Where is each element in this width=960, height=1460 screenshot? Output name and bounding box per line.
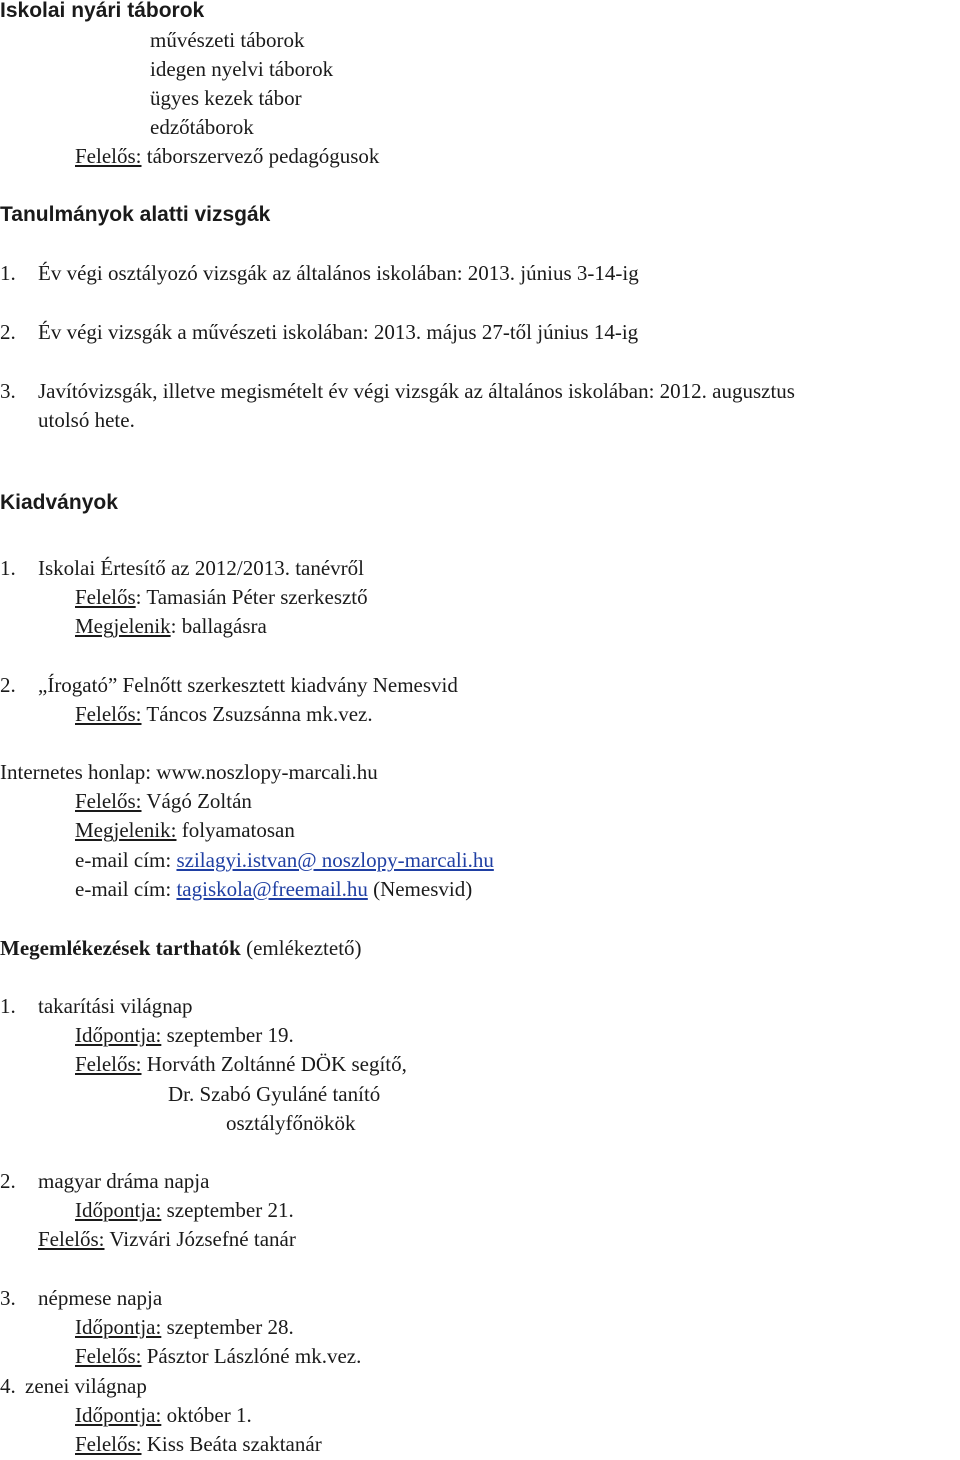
responsible-value: Vágó Zoltán <box>141 789 252 813</box>
date-label: Időpontja: <box>75 1023 162 1047</box>
exams-title: Tanulmányok alatti vizsgák <box>0 203 271 226</box>
camp-item: edzőtáborok <box>150 115 254 139</box>
publications-title: Kiadványok <box>0 491 118 514</box>
item-number: 4. <box>0 1374 16 1398</box>
item-number: 1. <box>0 994 16 1018</box>
appearance-label: Megjelenik <box>75 614 171 638</box>
item-number: 1. <box>0 261 16 285</box>
email-label: e-mail cím: <box>75 877 177 901</box>
responsible-value: Pásztor Lászlóné mk.vez. <box>141 1344 362 1368</box>
responsible-label: Felelős: <box>38 1227 105 1251</box>
camps-title: Iskolai nyári táborok <box>0 0 205 22</box>
email-link[interactable]: szilagyi.istvan@ noszlopy-marcali.hu <box>176 848 494 872</box>
event-name: magyar dráma napja <box>38 1169 210 1193</box>
list-item <box>0 259 16 287</box>
website-line: Internetes honlap: www.noszlopy-marcali.hu <box>0 760 378 784</box>
event-responsible <box>38 1225 296 1253</box>
event-date <box>75 1401 252 1429</box>
commemorations-title-bold: Megemlékezések tarthatók <box>0 936 241 960</box>
event-responsible-extra: Dr. Szabó Gyuláné tanító <box>168 1082 381 1106</box>
publication-title: „Írogató” Felnőtt szerkesztett kiadvány Nemesvid <box>38 673 458 697</box>
website-responsible <box>75 787 252 815</box>
publication-responsible <box>75 700 373 728</box>
event-name: takarítási világnap <box>38 994 193 1018</box>
responsible-value: Vizvári Józsefné tanár <box>104 1227 296 1251</box>
event-date <box>75 1313 294 1341</box>
publication-responsible <box>75 583 368 611</box>
appearance-label: Megjelenik: <box>75 818 177 842</box>
item-number: 2. <box>0 320 16 344</box>
list-item <box>0 318 16 346</box>
event-responsible-extra: osztályfőnökök <box>226 1111 356 1135</box>
item-number: 3. <box>0 379 16 403</box>
date-value: szeptember 19. <box>161 1023 294 1047</box>
email-link[interactable]: tagiskola@freemail.hu <box>176 877 368 901</box>
item-number: 3. <box>0 1286 16 1310</box>
date-label: Időpontja: <box>75 1315 162 1339</box>
event-date <box>75 1021 294 1049</box>
item-number: 2. <box>0 1169 16 1193</box>
commemorations-title <box>0 934 362 962</box>
responsible-label: Felelős: <box>75 1052 142 1076</box>
email-label: e-mail cím: <box>75 848 177 872</box>
event-name: zenei világnap <box>25 1374 147 1398</box>
responsible-label: Felelős: <box>75 144 142 168</box>
event-date <box>75 1196 294 1224</box>
event-responsible <box>75 1050 407 1078</box>
responsible-label: Felelős: <box>75 789 142 813</box>
event-responsible <box>75 1342 361 1370</box>
appearance-value: : ballagásra <box>170 614 267 638</box>
responsible-label: Felelős: <box>75 1344 142 1368</box>
publication-appearance <box>75 612 267 640</box>
date-value: október 1. <box>161 1403 252 1427</box>
event-name: népmese napja <box>38 1286 163 1310</box>
camp-item: ügyes kezek tábor <box>150 86 302 110</box>
list-item-continuation: utolsó hete. <box>38 408 135 432</box>
camps-responsible <box>75 142 379 170</box>
responsible-value: táborszervező pedagógusok <box>141 144 380 168</box>
event-responsible <box>75 1430 322 1458</box>
responsible-value: Kiss Beáta szaktanár <box>141 1432 322 1456</box>
item-number: 2. <box>0 673 16 697</box>
commemorations-title-rest: (emlékeztető) <box>240 936 362 960</box>
responsible-value: Horváth Zoltánné DÖK segítő, <box>141 1052 407 1076</box>
website-appearance <box>75 816 295 844</box>
responsible-value: Táncos Zsuzsánna mk.vez. <box>141 702 373 726</box>
responsible-value: : Tamasián Péter szerkesztő <box>135 585 368 609</box>
publication-title: Iskolai Értesítő az 2012/2013. tanévről <box>38 556 365 580</box>
email-line <box>75 846 494 874</box>
date-value: szeptember 28. <box>161 1315 294 1339</box>
appearance-value: folyamatosan <box>176 818 295 842</box>
date-label: Időpontja: <box>75 1403 162 1427</box>
camp-item: művészeti táborok <box>150 28 305 52</box>
responsible-label: Felelős: <box>75 1432 142 1456</box>
email-suffix: (Nemesvid) <box>367 877 473 901</box>
responsible-label: Felelős <box>75 585 136 609</box>
list-item-text: Javítóvizsgák, illetve megismételt év végi vizsgák az általános iskolában: 2012. augusztus <box>38 379 795 403</box>
list-item-text: Év végi vizsgák a művészeti iskolában: 2013. május 27-től június 14-ig <box>38 320 639 344</box>
item-number: 1. <box>0 556 16 580</box>
responsible-label: Felelős: <box>75 702 142 726</box>
list-item-text: Év végi osztályozó vizsgák az általános iskolában: 2013. június 3-14-ig <box>38 261 639 285</box>
date-value: szeptember 21. <box>161 1198 294 1222</box>
list-item <box>0 377 16 405</box>
date-label: Időpontja: <box>75 1198 162 1222</box>
camp-item: idegen nyelvi táborok <box>150 57 334 81</box>
email-line <box>75 875 472 903</box>
